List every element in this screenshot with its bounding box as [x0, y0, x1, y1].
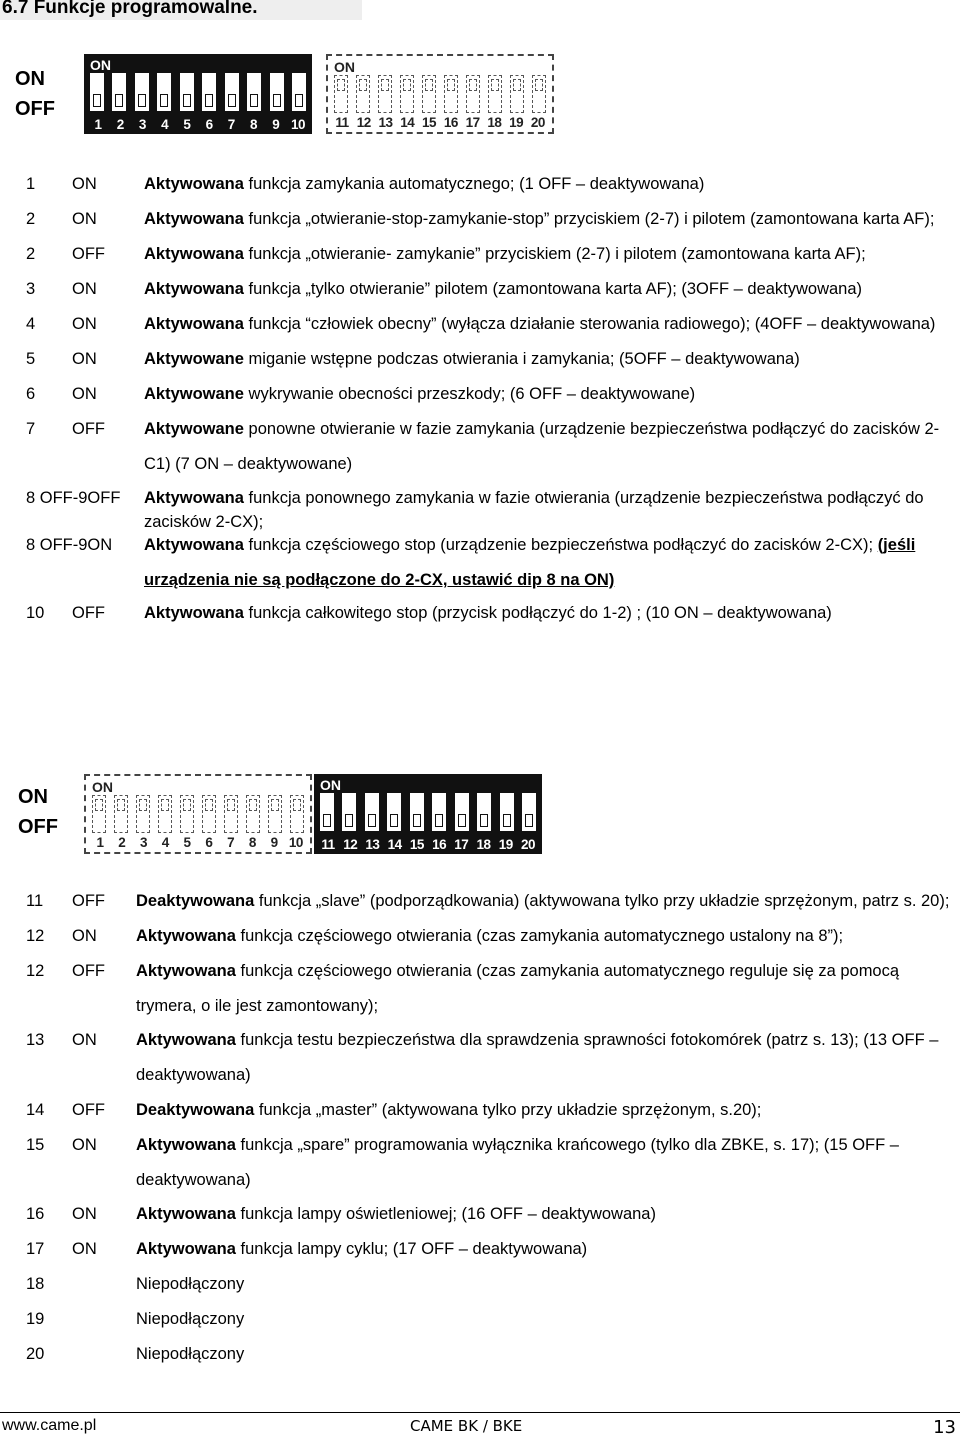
function-status: Aktywowana: [144, 604, 244, 622]
dip-toggle[interactable]: [444, 75, 458, 113]
legend-off: OFF: [18, 816, 58, 838]
dip-toggle[interactable]: [180, 795, 194, 833]
dip-number: 13: [365, 837, 380, 852]
function-status: Aktywowane: [144, 420, 244, 438]
dip-state-label: ON: [72, 350, 97, 368]
dip-toggle-knob: [228, 94, 236, 107]
dip-number-label: 15: [26, 1136, 45, 1154]
dip-toggle[interactable]: [455, 793, 469, 831]
dip-state-label: ON: [72, 315, 97, 333]
function-row: [26, 1128, 960, 1163]
dip-state-label: ON: [72, 385, 97, 403]
function-description: [144, 272, 862, 307]
dip-number: 13: [378, 115, 393, 130]
dip-toggle[interactable]: [92, 795, 106, 833]
function-row: [26, 167, 960, 202]
dip-toggle-knob: [403, 79, 411, 91]
dip-number: 10: [290, 117, 305, 132]
dip-state-label: ON: [72, 1205, 97, 1223]
dip-toggle[interactable]: [90, 73, 104, 111]
function-text: funkcja „otwieranie-stop-zamykanie-stop” przyciskiem (2-7) i pilotem (zamontowana karta AF);: [243, 210, 935, 228]
dip-switch-1-10-second: [84, 774, 312, 854]
dip-number: 1: [94, 117, 102, 132]
dip-toggle[interactable]: [477, 793, 491, 831]
function-row: [26, 202, 960, 237]
dip-number-label: 18: [26, 1275, 45, 1293]
dip-number-label: 17: [26, 1240, 45, 1258]
function-text: funkcja „slave” (podporządkowania) (aktywowana tylko przy układzie sprzężonym, patrz s. 20);: [254, 892, 950, 910]
dip-toggle[interactable]: [488, 75, 502, 113]
dip-number: 20: [530, 115, 545, 130]
dip-state-label: ON: [72, 1136, 97, 1154]
function-text: deaktywowana): [136, 1066, 251, 1084]
function-description-continued: [136, 989, 378, 1024]
dip-toggle-knob: [160, 94, 168, 107]
function-text: funkcja zamykania automatycznego; (1 OFF – deaktywowana): [243, 175, 705, 193]
dip-toggle[interactable]: [180, 73, 194, 111]
function-text: funkcja ponownego zamykania w fazie otwierania (urządzenie bezpieczeństwa podłączyć do: [243, 489, 924, 507]
function-status: Aktywowana: [144, 536, 244, 554]
dip-number-label: 12: [26, 927, 45, 945]
dip-toggle-knob: [273, 94, 281, 107]
function-text: funkcja „tylko otwieranie” pilotem (zamontowana karta AF); (3OFF – deaktywowana): [243, 280, 863, 298]
dip-toggle-knob: [337, 79, 345, 91]
dip-number-label: 4: [26, 315, 36, 333]
dip-toggle-knob: [205, 799, 213, 811]
dip-toggle-knob: [249, 799, 257, 811]
function-description: [136, 1232, 587, 1267]
function-text: funkcja częściowego otwierania (czas zamykania automatycznego ustalony na 8”);: [235, 927, 844, 945]
dip-number: 8: [248, 835, 256, 850]
dip-toggle-knob: [447, 79, 455, 91]
dip-number: 16: [432, 837, 447, 852]
function-note: (jeśli: [877, 536, 916, 554]
dip-number-label: 20: [26, 1345, 45, 1363]
function-description: [144, 167, 704, 202]
dip-number: 14: [387, 837, 402, 852]
function-description: [136, 1337, 244, 1372]
function-row: [26, 377, 960, 412]
footer-website[interactable]: www.came.pl: [2, 1417, 97, 1434]
dip-number: 2: [118, 835, 126, 850]
dip-toggle-knob: [513, 79, 521, 91]
function-description: [144, 342, 800, 377]
function-status: Aktywowana: [144, 315, 244, 333]
dip-number: 6: [205, 117, 213, 132]
dip-number: 17: [465, 115, 480, 130]
dip-toggle-knob: [535, 79, 543, 91]
function-description: [136, 1302, 244, 1337]
dip-toggle[interactable]: [135, 73, 149, 111]
dip-state-label: ON: [72, 280, 97, 298]
dip-toggle[interactable]: [466, 75, 480, 113]
dip-toggle[interactable]: [320, 793, 334, 831]
dip-number: 4: [161, 835, 169, 850]
dip-toggle-knob: [413, 814, 421, 827]
dip-number: 7: [227, 835, 235, 850]
dip-number-label: 14: [26, 1101, 45, 1119]
function-text: Niepodłączony: [136, 1310, 245, 1328]
dip-state-label: OFF: [72, 420, 105, 438]
dip-number: 7: [227, 117, 235, 132]
dip-toggle-knob: [323, 814, 331, 827]
dip-number-label: 16: [26, 1205, 45, 1223]
dip-state-label: OFF: [72, 1101, 105, 1119]
dip-number-label: 3: [26, 280, 36, 298]
dip-toggle[interactable]: [334, 75, 348, 113]
function-row: [26, 1302, 960, 1337]
dip-toggle[interactable]: [270, 73, 284, 111]
function-row: [26, 307, 960, 342]
dip-toggle-knob: [95, 799, 103, 811]
function-text: zacisków 2-CX);: [144, 513, 264, 531]
dip-toggle[interactable]: [247, 73, 261, 111]
dip-number: 20: [520, 837, 535, 852]
function-row: [26, 528, 960, 563]
function-row: [26, 954, 960, 989]
function-text: ponowne otwieranie w fazie zamykania (urządzenie bezpieczeństwa podłączyć do zacisków 2-: [243, 420, 940, 438]
function-text: funkcja testu bezpieczeństwa dla sprawdzenia sprawności fotokomórek (patrz s. 13); (13 OFF –: [235, 1031, 939, 1049]
dip-toggle[interactable]: [268, 795, 282, 833]
dip-number: 9: [272, 117, 280, 132]
function-description: [144, 528, 915, 563]
dip-toggle-knob: [390, 814, 398, 827]
dip-number: 3: [140, 835, 148, 850]
dip-toggle-knob: [435, 814, 443, 827]
dip-toggle-knob: [469, 79, 477, 91]
function-description: [144, 412, 939, 447]
page-title: 6.7 Funkcje programowalne.: [0, 0, 362, 20]
dip-toggle-knob: [525, 814, 533, 827]
function-description: [136, 919, 843, 954]
dip-legend: [15, 64, 55, 124]
function-row: [26, 1093, 960, 1128]
dip-number: 3: [138, 117, 146, 132]
dip-toggle-knob: [458, 814, 466, 827]
function-row: [26, 1337, 960, 1372]
dip-number: 18: [487, 115, 502, 130]
dip-state-label: ON: [72, 1031, 97, 1049]
function-note: urządzenia nie są podłączone do 2-CX, ustawić dip 8 na ON): [144, 571, 615, 589]
dip-number-label: 7: [26, 420, 36, 438]
function-description: [144, 307, 935, 342]
dip-number-label: 1: [26, 175, 36, 193]
dip-toggle-knob: [491, 79, 499, 91]
dip-on-label: ON: [320, 777, 341, 793]
function-text: funkcja lampy oświetleniowej; (16 OFF – deaktywowana): [235, 1205, 656, 1223]
dip-toggle-knob: [115, 94, 123, 107]
dip-state-label: ON: [72, 927, 97, 945]
function-text: Niepodłączony: [136, 1345, 245, 1363]
dip-toggle[interactable]: [292, 73, 306, 111]
dip-toggle[interactable]: [157, 73, 171, 111]
function-status: Aktywowana: [136, 1240, 236, 1258]
function-status: Aktywowana: [136, 1136, 236, 1154]
function-text: funkcja lampy cyklu; (17 OFF – deaktywowana): [235, 1240, 588, 1258]
page-number: 13: [933, 1417, 956, 1438]
dip-toggle-knob: [161, 799, 169, 811]
dip-number: 14: [400, 115, 415, 130]
function-status: Aktywowana: [136, 962, 236, 980]
dip-toggle[interactable]: [224, 795, 238, 833]
dip-toggle[interactable]: [290, 795, 304, 833]
function-description-continued: [136, 1058, 251, 1093]
function-row: [26, 342, 960, 377]
function-status: Aktywowana: [144, 489, 244, 507]
function-description: [136, 954, 899, 989]
function-text: miganie wstępne podczas otwierania i zamykania; (5OFF – deaktywowana): [243, 350, 800, 368]
function-description: [144, 596, 832, 631]
dip-toggle-knob: [381, 79, 389, 91]
function-status: Aktywowane: [144, 385, 244, 403]
dip-toggle[interactable]: [112, 73, 126, 111]
function-row: [26, 272, 960, 307]
dip-toggle[interactable]: [342, 793, 356, 831]
dip-toggle[interactable]: [422, 75, 436, 113]
dip-number: 19: [509, 115, 524, 130]
dip-number-label: 13: [26, 1031, 45, 1049]
dip-state-label: ON: [72, 210, 97, 228]
function-description: [144, 377, 695, 412]
dip-state-label: ON: [72, 1240, 97, 1258]
dip-toggle[interactable]: [246, 795, 260, 833]
dip-toggle-knob: [293, 799, 301, 811]
function-text: deaktywowana): [136, 1171, 251, 1189]
function-description: [136, 1023, 938, 1058]
dip-number-label: 5: [26, 350, 36, 368]
dip-number-label: 10: [26, 604, 45, 622]
function-status: Aktywowane: [144, 350, 244, 368]
dip-number: 15: [422, 115, 437, 130]
dip-toggle-knob: [138, 94, 146, 107]
dip-on-label: ON: [334, 59, 355, 75]
function-text: funkcja częściowego stop (urządzenie bezpieczeństwa podłączyć do zacisków 2-CX);: [243, 536, 878, 554]
dip-number: 15: [409, 837, 424, 852]
dip-number: 2: [116, 117, 124, 132]
dip-toggle[interactable]: [522, 793, 536, 831]
function-description: [136, 1267, 244, 1302]
dip-number: 19: [498, 837, 513, 852]
dip-number: 10: [288, 835, 303, 850]
dip-state-label: OFF: [72, 604, 105, 622]
legend-off: OFF: [15, 98, 55, 120]
dip-switch-11-20-second: [314, 774, 542, 854]
function-row: [26, 1023, 960, 1058]
function-description: [136, 1128, 899, 1163]
dip-number: 6: [205, 835, 213, 850]
dip-toggle-knob: [93, 94, 101, 107]
dip-switch-1-10: [84, 54, 312, 134]
dip-toggle[interactable]: [532, 75, 546, 113]
function-text: funkcja “człowiek obecny” (wyłącza działanie sterowania radiowego); (4OFF – deaktywowana): [243, 315, 936, 333]
dip-number: 5: [183, 835, 191, 850]
dip-number: 18: [476, 837, 491, 852]
dip-toggle[interactable]: [365, 793, 379, 831]
dip-toggle[interactable]: [510, 75, 524, 113]
function-status: Aktywowana: [144, 210, 244, 228]
dip-toggle[interactable]: [410, 793, 424, 831]
dip-number-label: 8 OFF-9OFF: [26, 489, 121, 507]
function-text: funkcja „otwieranie- zamykanie” przyciskiem (2-7) i pilotem (zamontowana karta AF);: [243, 245, 866, 263]
dip-toggle-knob: [183, 94, 191, 107]
dip-toggle-knob: [117, 799, 125, 811]
dip-toggle[interactable]: [378, 75, 392, 113]
function-row: [26, 1232, 960, 1267]
function-text: Niepodłączony: [136, 1275, 245, 1293]
function-text: funkcja całkowitego stop (przycisk podłączyć do 1-2) ; (10 ON – deaktywowana): [243, 604, 832, 622]
dip-toggle-knob: [503, 814, 511, 827]
function-row: [26, 884, 960, 919]
dip-toggle-knob: [271, 799, 279, 811]
dip-state-label: OFF: [72, 245, 105, 263]
dip-switch-11-20: [326, 54, 554, 134]
function-text: C1) (7 ON – deaktywowane): [144, 455, 353, 473]
function-description: [136, 1197, 656, 1232]
dip-number-label: 2: [26, 245, 36, 263]
dip-toggle[interactable]: [356, 75, 370, 113]
function-description-continued: [144, 563, 614, 598]
dip-number: 1: [96, 835, 104, 850]
function-row: [26, 1267, 960, 1302]
function-description: [136, 1093, 761, 1128]
dip-toggle[interactable]: [136, 795, 150, 833]
dip-toggle[interactable]: [202, 73, 216, 111]
dip-toggle-knob: [139, 799, 147, 811]
function-row: [26, 237, 960, 272]
dip-state-label: ON: [72, 175, 97, 193]
dip-toggle-knob: [250, 94, 258, 107]
dip-toggle-knob: [359, 79, 367, 91]
function-status: Aktywowana: [136, 927, 236, 945]
dip-toggle[interactable]: [432, 793, 446, 831]
dip-number-label: 11: [26, 892, 44, 910]
dip-toggle-knob: [183, 799, 191, 811]
dip-number-label: 8 OFF-9ON: [26, 536, 113, 554]
function-text: funkcja „master” (aktywowana tylko przy układzie sprzężonym, s.20);: [254, 1101, 762, 1119]
dip-toggle-knob: [425, 79, 433, 91]
dip-toggle-knob: [295, 94, 303, 107]
function-status: Aktywowana: [136, 1205, 236, 1223]
dip-toggle-knob: [368, 814, 376, 827]
dip-state-label: OFF: [72, 962, 105, 980]
function-text: funkcja „spare” programowania wyłącznika krańcowego (tylko dla ZBKE, s. 17); (15 OFF –: [235, 1136, 899, 1154]
dip-legend-2: [18, 782, 58, 842]
dip-toggle-knob: [227, 799, 235, 811]
legend-on: ON: [15, 68, 45, 90]
dip-number: 17: [454, 837, 469, 852]
function-description-continued: [136, 1163, 251, 1198]
dip-number-label: 6: [26, 385, 36, 403]
function-row: [26, 919, 960, 954]
function-description: [144, 237, 866, 272]
function-description: [144, 202, 934, 237]
dip-state-label: OFF: [72, 892, 105, 910]
dip-toggle[interactable]: [225, 73, 239, 111]
dip-on-label: ON: [92, 779, 113, 795]
dip-number-label: 2: [26, 210, 36, 228]
dip-toggle-knob: [480, 814, 488, 827]
dip-on-label: ON: [90, 57, 111, 73]
dip-number: 12: [343, 837, 358, 852]
function-text: trymera, o ile jest zamontowany);: [136, 997, 379, 1015]
dip-toggle-knob: [345, 814, 353, 827]
dip-toggle[interactable]: [400, 75, 414, 113]
dip-number-label: 19: [26, 1310, 45, 1328]
dip-toggle-knob: [205, 94, 213, 107]
dip-number: 9: [270, 835, 278, 850]
dip-number: 11: [321, 837, 335, 852]
function-status: Aktywowana: [144, 280, 244, 298]
function-text: funkcja częściowego otwierania (czas zamykania automatycznego reguluje się za pomocą: [235, 962, 900, 980]
function-text: wykrywanie obecności przeszkody; (6 OFF – deaktywowane): [243, 385, 696, 403]
function-description-continued: [144, 447, 352, 482]
dip-number: 4: [161, 117, 169, 132]
dip-number: 8: [250, 117, 258, 132]
footer-product: CAME BK / BKE: [410, 1417, 523, 1435]
dip-toggle[interactable]: [158, 795, 172, 833]
dip-number: 16: [443, 115, 458, 130]
legend-on: ON: [18, 786, 48, 808]
function-row: [26, 596, 960, 631]
function-description: [136, 884, 949, 919]
function-row: [26, 412, 960, 447]
dip-number: 5: [183, 117, 191, 132]
function-status: Aktywowana: [136, 1031, 236, 1049]
function-status: Deaktywowana: [136, 1101, 255, 1119]
dip-toggle[interactable]: [387, 793, 401, 831]
dip-number: 11: [335, 115, 349, 130]
dip-toggle[interactable]: [202, 795, 216, 833]
function-row: [26, 1197, 960, 1232]
function-status: Aktywowana: [144, 245, 244, 263]
function-status: Aktywowana: [144, 175, 244, 193]
dip-number: 12: [356, 115, 371, 130]
function-status: Deaktywowana: [136, 892, 255, 910]
dip-toggle[interactable]: [500, 793, 514, 831]
page-footer: [0, 1412, 960, 1437]
dip-toggle[interactable]: [114, 795, 128, 833]
dip-number-label: 12: [26, 962, 45, 980]
